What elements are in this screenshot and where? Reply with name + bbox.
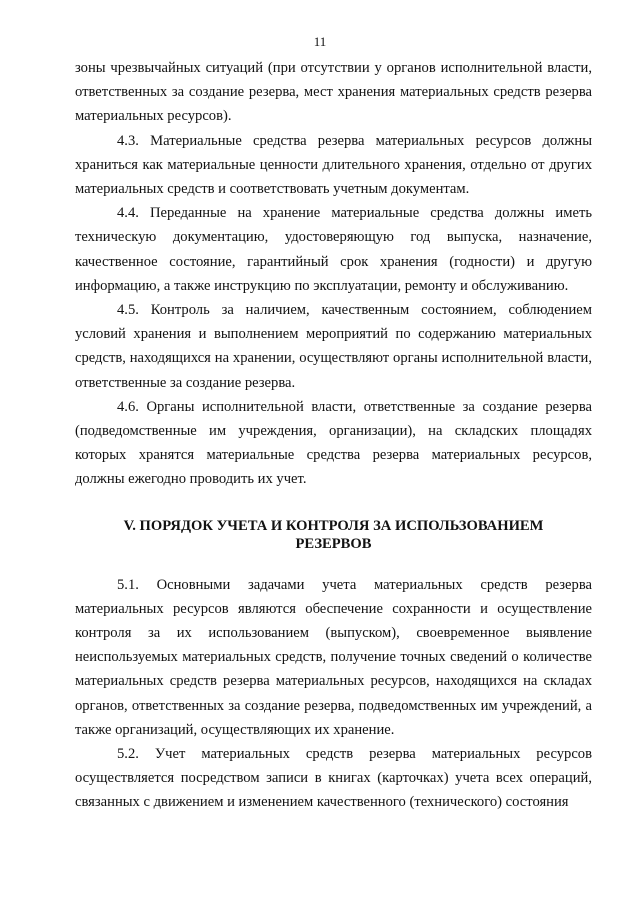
paragraph-4-4: 4.4. Переданные на хранение материальные средства должны иметь техническую документацию, удостоверяющую год выпуска, назначение, качественное состояние, гарантийный срок хранения (годности) и другую информацию, а также инструкцию по эксплуатации, ремонту и обслуживанию. [75, 205, 592, 294]
section-heading-line2: РЕЗЕРВОВ [295, 535, 372, 552]
paragraph-4-6: 4.6. Органы исполнительной власти, ответственные за создание резерва (подведомственные им учреждения, организации), на складских площадях которых хранятся материальные средства резерва материальных ресурсов, должны ежегодно проводить их учет. [75, 398, 592, 488]
paragraph-5-1: 5.1. Основными задачами учета материальных средств резерва материальных ресурсов являются обеспечение сохранности и осуществление контроля за их использованием (выпуском), своевременное выявление неиспользуемых материальных средств, получение точных сведений о количестве материальных средств резерва материальных ресурсов, находящихся на складах органов, ответственных за создание резерва, подведомственных им учреждений, а также организаций, осуществляющих их хранение. [75, 576, 592, 738]
document-body [75, 56, 592, 815]
paragraph-4-5: 4.5. Контроль за наличием, качественным состоянием, соблюдением условий хранения и выполнением мероприятий по содержанию материальных средств, находящихся на хранении, осуществляют органы исполнительной власти, ответственные за создание резерва. [75, 302, 592, 391]
paragraph-4-3: 4.3. Материальные средства резерва материальных ресурсов должны храниться как материальные ценности длительного хранения, отдельно от других материальных средств и соответствовать учетным документам. [75, 132, 592, 198]
paragraph-5-2: 5.2. Учет материальных средств резерва материальных ресурсов осуществляется посредством записи в книгах (карточках) учета всех операций, связанных с движением и изменением качественного (технического) состояния [75, 746, 592, 811]
section-heading [75, 517, 592, 553]
page-number: 11 [313, 34, 327, 49]
paragraph-continuation: зоны чрезвычайных ситуаций (при отсутствии у органов исполнительной власти, ответственных за создание резерва, мест хранения материальных средств резерва материальных ресурсов). [75, 60, 592, 125]
section-heading-line1: V. ПОРЯДОК УЧЕТА И КОНТРОЛЯ ЗА ИСПОЛЬЗОВАНИЕМ [123, 517, 544, 534]
